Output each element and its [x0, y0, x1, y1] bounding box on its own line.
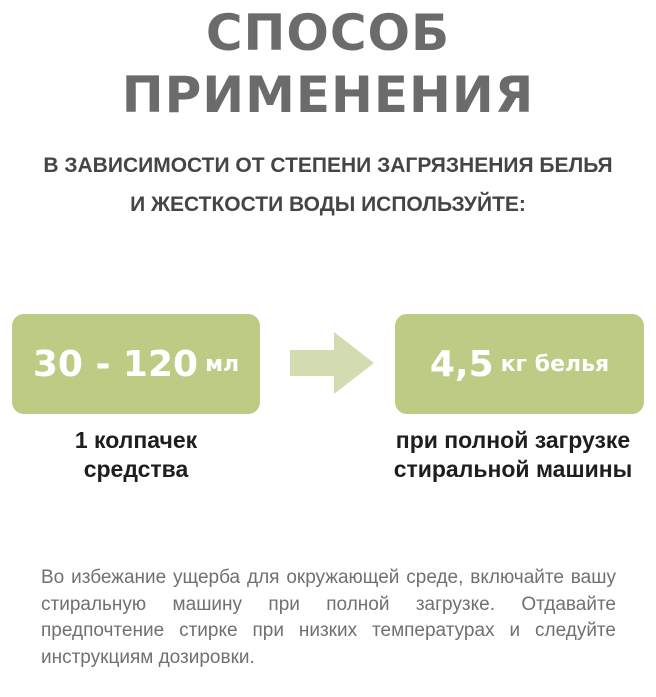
load-unit: кг белья: [500, 351, 610, 377]
eco-note: Во избежание ущерба для окружающей среде, включайте вашу стиральную машину при полной загрузке. Отдавайте предпочтение стирке при низких температурах и следуйте инструкциям дозировки.: [41, 567, 616, 668]
subtitle-line-1: В ЗАВИСИМОСТИ ОТ СТЕПЕНИ ЗАГРЯЗНЕНИЯ БЕЛЬЯ: [43, 154, 613, 177]
dosage-amount: 30 - 120: [32, 343, 199, 385]
subtitle-line-2: И ЖЕСТКОСТИ ВОДЫ ИСПОЛЬЗУЙТЕ:: [130, 193, 526, 216]
dosage-caption-line-2: средства: [83, 456, 189, 482]
subtitle: [0, 146, 656, 224]
dosage-badge: [12, 314, 260, 414]
arrow-right-icon: [290, 332, 374, 394]
title-line-2: ПРИМЕНЕНИЯ: [121, 66, 535, 124]
dosage-caption: [0, 426, 272, 484]
page-title: [0, 2, 656, 126]
dosage-unit: мл: [205, 351, 240, 377]
load-amount: 4,5: [429, 343, 494, 385]
load-caption: [370, 426, 656, 484]
title-line-1: СПОСОБ: [205, 4, 451, 62]
arrow-right-shape: [290, 332, 374, 394]
load-caption-line-1: при полной загрузке: [395, 427, 631, 453]
load-badge: [395, 314, 644, 414]
load-caption-line-2: стиральной машины: [393, 456, 633, 482]
dosage-caption-line-1: 1 колпачек: [74, 427, 198, 453]
